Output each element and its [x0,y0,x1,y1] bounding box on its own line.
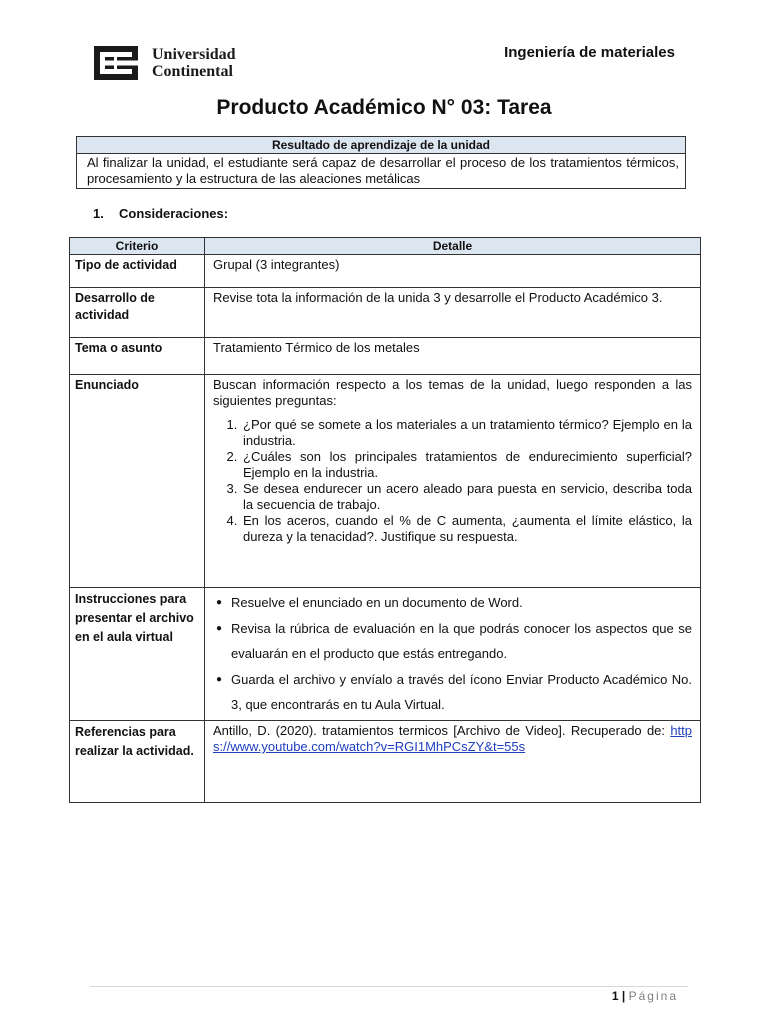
list-item: 3. Se desea endurecer un acero aleado para puesta en servicio, describa toda la secuencia de trabajo. [241,481,692,513]
row-label: Desarrollo de actividad [70,288,205,338]
section-title: Consideraciones: [119,206,229,221]
footer-divider [90,986,688,987]
row-label: Instrucciones para presentar el archivo en el aula virtual [70,588,205,721]
table-header-row [70,238,701,255]
row-label: Tema o asunto [70,338,205,375]
list-item: 2. ¿Cuáles son los principales tratamientos de endurecimiento superficial? Ejemplo en la industria. [241,449,692,481]
reference-text: Antillo, D. (2020). tratamientos termicos [Archivo de Video]. Recuperado de: [213,723,666,738]
reference-link[interactable]: https://www.youtube.com/watch?v=RGI1MhPCsZY&t=55s [213,723,692,754]
list-item: 4. En los aceros, cuando el % de C aumenta, ¿aumenta el límite elástico, la dureza y la tenacidad?. Justifique su respuesta. [241,513,692,545]
learning-outcome-text: Al finalizar la unidad, el estudiante será capaz de desarrollar el proceso de los tratamientos térmicos, procesamiento y la estructura de las aleaciones metálicas [87,155,679,186]
table-row-desarrollo [70,288,701,338]
enunciado-intro: Buscan información respecto a los temas de la unidad, luego responden a las siguientes preguntas: [213,377,692,408]
logo-line-1: Universidad [152,46,236,63]
logo-line-2: Continental [152,63,233,80]
footer-separator: | [621,989,626,1003]
logo-wordmark [152,46,236,80]
column-header-criterio: Criterio [70,238,205,255]
questions-list [213,417,692,545]
list-item: 1. ¿Por qué se somete a los materiales a un tratamiento térmico? Ejemplo en la industria. [241,417,692,449]
table-row-referencias [70,721,701,803]
page-title: Producto Académico N° 03: Tarea [216,96,552,119]
list-item [216,590,692,615]
learning-outcome-box [76,136,686,189]
row-value [205,721,701,803]
university-logo [88,43,236,83]
table-row-enunciado [70,375,701,588]
course-name: Ingeniería de materiales [504,44,675,61]
row-label: Enunciado [70,375,205,588]
section-heading [93,206,228,221]
bullet-icon: ● [216,674,223,685]
instructions-list [213,590,692,717]
table-row-instrucciones [70,588,701,721]
list-item-text: Guarda el archivo y envíalo a través del ícono Enviar Producto Académico No. 3, que encontrarás en tu Aula Virtual. [231,672,692,712]
table-row-tema [70,338,701,375]
considerations-table [69,237,701,803]
row-value: Grupal (3 integrantes) [205,255,701,288]
row-value [205,375,701,588]
page-number: 1 [611,989,619,1003]
list-item [216,667,692,717]
list-item [216,616,692,666]
row-label: Tipo de actividad [70,255,205,288]
table-row-tipo [70,255,701,288]
page-label: Página [628,989,678,1003]
university-logo-icon [88,43,144,83]
page-footer [612,989,678,1003]
bullet-icon: ● [216,623,223,634]
bullet-icon: ● [216,597,223,608]
list-item-text: Resuelve el enunciado en un documento de Word. [231,595,523,610]
row-value [205,588,701,721]
learning-outcome-heading: Resultado de aprendizaje de la unidad [77,137,685,154]
column-header-detalle: Detalle [205,238,701,255]
row-value: Revise tota la información de la unida 3 y desarrolle el Producto Académico 3. [205,288,701,338]
list-item-text: Revisa la rúbrica de evaluación en la que podrás conocer los aspectos que se evaluarán en el producto que estás entregando. [231,621,692,661]
section-number: 1. [93,206,104,221]
row-value: Tratamiento Térmico de los metales [205,338,701,375]
row-label: Referencias para realizar la actividad. [70,721,205,803]
